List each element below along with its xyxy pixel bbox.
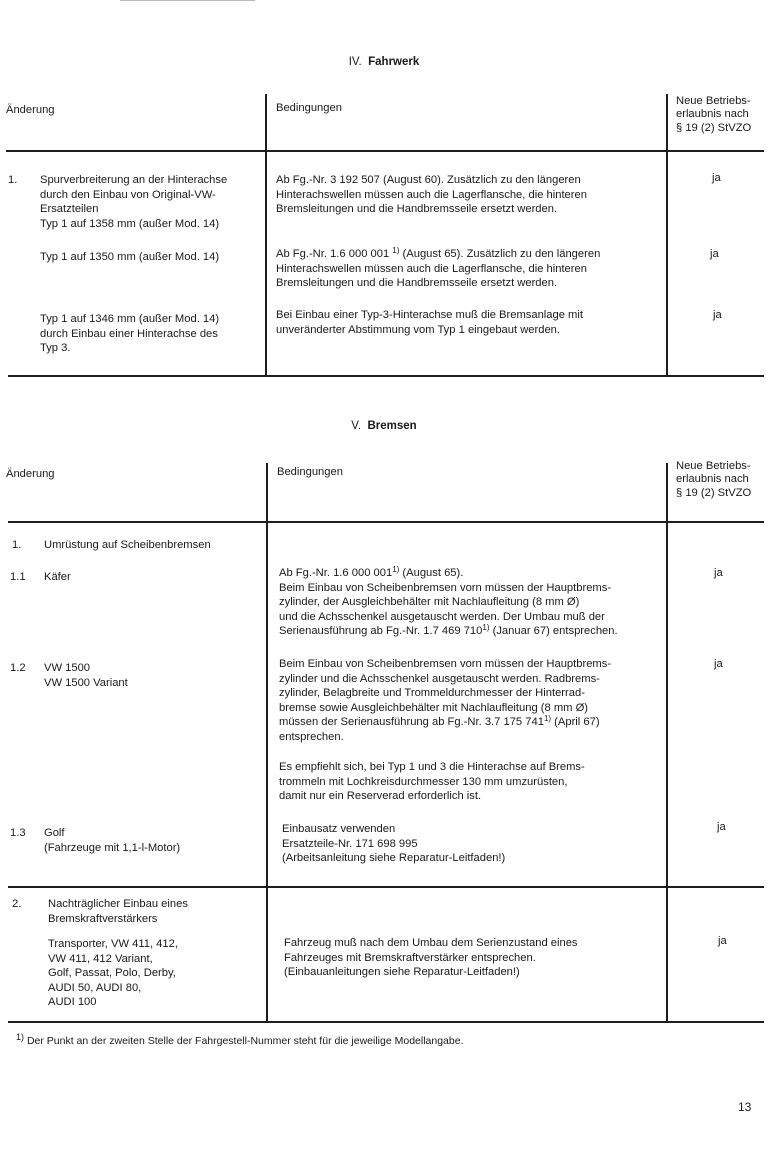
item-number: 1.3 bbox=[10, 827, 26, 839]
item-number: 1.2 bbox=[10, 662, 26, 674]
text-span: (Januar 67) entsprechen. bbox=[489, 625, 618, 638]
text-line: Beim Einbau von Scheibenbremsen vorn müssen der Hauptbrems- bbox=[279, 581, 612, 594]
header-change: Änderung bbox=[6, 104, 55, 116]
text-line: Bremsleitungen und die Handbremsseile ersetzt werden. bbox=[276, 277, 558, 290]
text-line: (Arbeitsanleitung siehe Reparatur-Leitfaden!) bbox=[282, 852, 506, 865]
text-line: Bremsleitungen und die Handbremsseile ersetzt werden. bbox=[276, 203, 558, 216]
item-label bbox=[44, 661, 128, 690]
text-line: entsprechen. bbox=[279, 730, 344, 743]
text-line: Fahrzeuges mit Bremskraftverstärker entsprechen. bbox=[284, 951, 536, 964]
text-line: Bremskraftverstärkers bbox=[48, 912, 158, 925]
conditions-cell bbox=[276, 247, 600, 291]
recommendation-note bbox=[279, 760, 585, 804]
header-rule bbox=[6, 150, 764, 152]
footnote-ref: 1) bbox=[543, 714, 552, 724]
section-iv-title bbox=[0, 56, 768, 68]
text-span: Serienausführung ab Fg.-Nr. 1.7 469 710 bbox=[279, 625, 483, 638]
item-number: 2. bbox=[12, 898, 22, 910]
text-line bbox=[279, 715, 611, 730]
text-line: zylinder, Belagbreite und Trommeldurchmesser der Hinterrad- bbox=[279, 687, 585, 700]
column-divider bbox=[265, 94, 267, 376]
change-cell bbox=[40, 312, 219, 356]
page-number: 13 bbox=[738, 1100, 752, 1114]
column-divider bbox=[666, 94, 668, 376]
section-heading: Bremsen bbox=[367, 420, 417, 432]
text-line: Es empfiehlt sich, bei Typ 1 und 3 die Hinterachse auf Brems- bbox=[279, 761, 585, 773]
text-line: Nachträglicher Einbau eines bbox=[48, 898, 188, 910]
table-bottom-rule bbox=[8, 1021, 764, 1023]
text-line: VW 411, 412 Variant, bbox=[48, 952, 153, 965]
text-line: Golf bbox=[44, 827, 65, 839]
models-list bbox=[48, 937, 178, 1010]
header-conditions: Bedingungen bbox=[277, 466, 343, 478]
footnote-ref: 1) bbox=[392, 246, 400, 255]
column-divider bbox=[266, 463, 268, 1023]
footnote-ref: 1) bbox=[482, 623, 490, 633]
permit-value: ja bbox=[712, 172, 721, 184]
item-label: Käfer bbox=[44, 571, 71, 583]
row-number: 1. bbox=[8, 174, 18, 186]
scan-edge-line bbox=[120, 0, 255, 1]
footnote-ref: 1) bbox=[392, 565, 400, 574]
text-line: damit nur ein Reserverad erforderlich ist. bbox=[279, 790, 482, 803]
text-span: Ab Fg.-Nr. 1.6 000 001 bbox=[279, 567, 393, 579]
text-line: Beim Einbau von Scheibenbremsen vorn müssen der Hauptbrems- bbox=[279, 658, 612, 670]
text-line: zylinder, der Ausgleichbehälter mit Nachlaufleitung (8 mm Ø) bbox=[279, 596, 580, 609]
header-permit-line: § 19 (2) StVZO bbox=[676, 486, 752, 499]
row-rule bbox=[8, 886, 764, 888]
conditions-cell bbox=[282, 822, 505, 866]
permit-value: ja bbox=[717, 821, 726, 833]
conditions-cell bbox=[279, 657, 611, 745]
text-line bbox=[279, 624, 618, 639]
item-number: 1. bbox=[12, 539, 22, 551]
text-line: Hinterachswellen müssen auch die Lagerflansche, die hinteren bbox=[276, 188, 587, 201]
text-line: Hinterachswellen müssen auch die Lagerflansche, die hinteren bbox=[276, 262, 587, 275]
conditions-cell bbox=[276, 308, 583, 337]
item-number: 1.1 bbox=[10, 571, 26, 583]
text-line: bremse sowie Ausgleichbehälter mit Nachlaufleitung (8 mm Ø) bbox=[279, 701, 589, 714]
change-cell bbox=[40, 173, 227, 231]
header-permit-line: Neue Betriebs- bbox=[676, 460, 751, 472]
text-line: Ab Fg.-Nr. 3 192 507 (August 60). Zusätzlich zu den längeren bbox=[276, 174, 581, 186]
text-line: (Fahrzeuge mit 1,1-l-Motor) bbox=[44, 841, 181, 854]
text-span: (April 67) bbox=[551, 716, 600, 729]
header-permit bbox=[676, 95, 751, 135]
text-line: Fahrzeug muß nach dem Umbau dem Serienzustand eines bbox=[284, 937, 578, 949]
text-line: VW 1500 bbox=[44, 662, 91, 674]
permit-value: ja bbox=[713, 309, 722, 321]
section-numeral: IV. bbox=[348, 56, 362, 68]
permit-value: ja bbox=[714, 567, 723, 579]
text-line: VW 1500 Variant bbox=[44, 676, 128, 689]
text-line: zylinder und die Achsschenkel ausgetauscht werden. Radbrems- bbox=[279, 672, 600, 685]
header-conditions: Bedingungen bbox=[276, 102, 342, 114]
header-permit-line: erlaubnis nach bbox=[676, 473, 749, 486]
column-divider bbox=[666, 463, 668, 1023]
text-line: Typ 1 auf 1350 mm (außer Mod. 14) bbox=[40, 251, 220, 263]
text-line: (Einbauanleitungen siehe Reparatur-Leitfaden!) bbox=[284, 966, 520, 979]
text-line: Transporter, VW 411, 412, bbox=[48, 938, 178, 950]
text-line: Spurverbreiterung an der Hinterachse bbox=[40, 174, 228, 186]
header-change: Änderung bbox=[6, 468, 55, 480]
permit-value: ja bbox=[718, 935, 727, 947]
footnote-text: Der Punkt an der zweiten Stelle der Fahrgestell-Nummer steht für die jeweilige Modellangabe. bbox=[26, 1035, 464, 1047]
permit-value: ja bbox=[710, 248, 719, 260]
text-line: AUDI 100 bbox=[48, 996, 97, 1009]
text-line: durch Einbau einer Hinterachse des bbox=[40, 327, 218, 340]
text-line: Einbausatz verwenden bbox=[282, 823, 396, 835]
header-permit-line: § 19 (2) StVZO bbox=[676, 121, 752, 134]
text-line: unveränderter Abstimmung vom Typ 1 eingebaut werden. bbox=[276, 323, 560, 336]
text-line: trommeln mit Lochkreisdurchmesser 130 mm umzurüsten, bbox=[279, 775, 568, 788]
item-label bbox=[48, 897, 188, 926]
section-numeral: V. bbox=[351, 420, 362, 432]
conditions-cell bbox=[276, 173, 587, 217]
section-heading: Fahrwerk bbox=[368, 56, 420, 68]
text-line: Typ 1 auf 1358 mm (außer Mod. 14) bbox=[40, 217, 220, 230]
section-v-title bbox=[0, 420, 768, 432]
text-line bbox=[276, 247, 600, 262]
text-line bbox=[279, 566, 618, 581]
header-permit bbox=[676, 460, 751, 500]
item-label: Umrüstung auf Scheibenbremsen bbox=[44, 539, 211, 551]
text-line: AUDI 50, AUDI 80, bbox=[48, 981, 142, 994]
text-line: Ersatzteile-Nr. 171 698 995 bbox=[282, 837, 418, 850]
text-line: Typ 1 auf 1346 mm (außer Mod. 14) bbox=[40, 313, 220, 325]
text-span: müssen der Serienausführung ab Fg.-Nr. 3.7 175 741 bbox=[279, 716, 544, 729]
footnote-marker: 1) bbox=[16, 1032, 25, 1042]
change-cell bbox=[40, 250, 219, 265]
text-line: Typ 3. bbox=[40, 342, 71, 355]
table-bottom-rule bbox=[8, 375, 764, 377]
conditions-cell bbox=[279, 566, 618, 639]
footnote bbox=[16, 1034, 464, 1049]
header-permit-line: Neue Betriebs- bbox=[676, 95, 751, 107]
text-line: Ersatzteilen bbox=[40, 203, 99, 216]
text-line: Golf, Passat, Polo, Derby, bbox=[48, 967, 176, 980]
text-span: (August 65). bbox=[399, 567, 464, 579]
text-line: Bei Einbau einer Typ-3-Hinterachse muß die Bremsanlage mit bbox=[276, 309, 583, 321]
text-line: und die Achsschenkel ausgetauscht werden. Der Umbau muß der bbox=[279, 610, 605, 623]
conditions-cell bbox=[284, 936, 578, 980]
permit-value: ja bbox=[714, 658, 723, 670]
text-line: durch den Einbau von Original-VW- bbox=[40, 188, 216, 201]
item-label bbox=[44, 826, 180, 855]
header-rule bbox=[8, 521, 764, 523]
text-span: (August 65). Zusätzlich zu den längeren bbox=[399, 248, 601, 260]
text-span: Ab Fg.-Nr. 1.6 000 001 bbox=[276, 248, 393, 260]
header-permit-line: erlaubnis nach bbox=[676, 108, 749, 121]
